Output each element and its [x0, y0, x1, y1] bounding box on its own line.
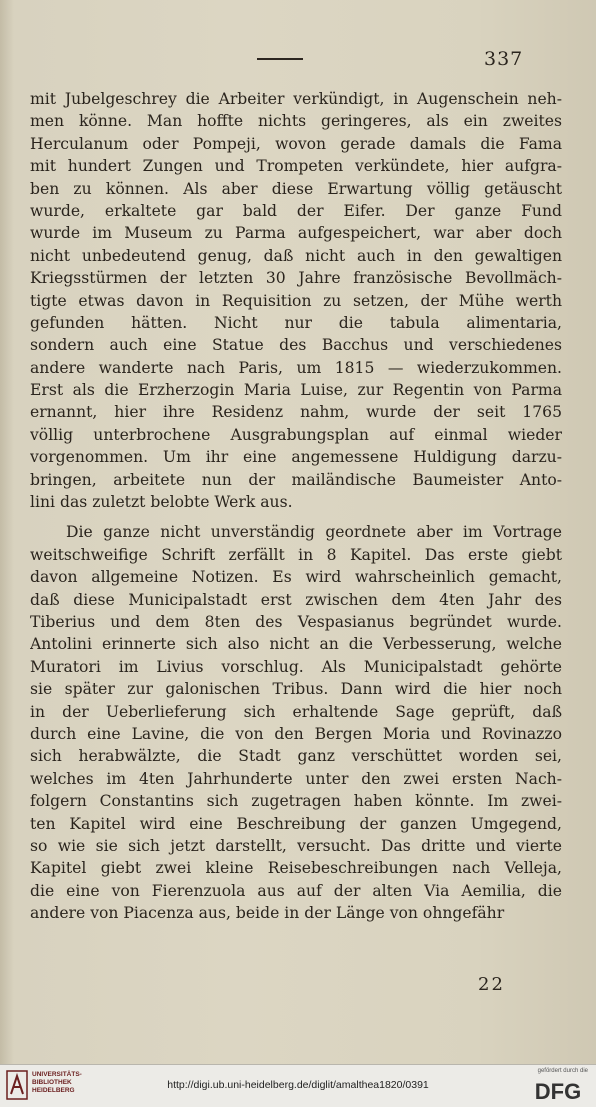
text-line: ben zu können. Als aber diese Erwartung völlig getäuscht: [30, 179, 562, 198]
text-line: so wie sie sich jetzt darstellt, versucht. Das dritte und vierte: [30, 836, 562, 855]
text-line: mit hundert Zungen und Trompeten verkündete, hier aufgra-: [30, 157, 562, 176]
text-line: ernannt, hier ihre Residenz nahm, wurde der seit 1765: [30, 403, 562, 422]
text-line: folgern Constantins sich zugetragen haben könnte. Im zwei-: [30, 792, 562, 811]
sheet-signature: 22: [478, 974, 505, 995]
text-line: Kapitel giebt zwei kleine Reisebeschreibungen nach Velleja,: [30, 859, 562, 878]
text-line: davon allgemeine Notizen. Es wird wahrscheinlich gemacht,: [30, 568, 562, 587]
text-line: wurde im Museum zu Parma aufgespeichert, war aber doch: [30, 224, 562, 243]
paragraph: [30, 88, 562, 513]
text-line: daß diese Municipalstadt erst zwischen dem 4ten Jahr des: [30, 590, 562, 609]
text-line: sich herabwälzte, die Stadt ganz verschüttet worden sei,: [30, 747, 562, 766]
text-line: Muratori im Livius vorschlug. Als Municipalstadt gehörte: [30, 657, 562, 676]
text-line: welches im 4ten Jahrhunderte unter den zwei ersten Nach-: [30, 769, 562, 788]
text-line: durch eine Lavine, die von den Bergen Moria und Rovinazzo: [30, 724, 562, 743]
text-line: Die ganze nicht unverständig geordnete aber im Vortrage: [66, 523, 562, 542]
text-line: andere von Piacenza aus, beide in der Länge von ohngefähr: [30, 904, 505, 923]
text-line: völlig unterbrochene Ausgrabungsplan auf einmal wieder: [30, 425, 562, 444]
text-line: nicht unbedeutend genug, daß nicht auch in den gewaltigen: [30, 246, 562, 265]
dfg-logo-text: DFG: [534, 1079, 582, 1103]
text-line: Erst als die Erzherzogin Maria Luise, zur Regentin von Parma: [30, 381, 562, 400]
university-name-line: BIBLIOTHEK: [32, 1079, 72, 1086]
text-line: sie später zur galonischen Tribus. Dann wird die hier noch: [30, 680, 562, 699]
text-line: Herculanum oder Pompeji, wovon gerade damals die Fama: [30, 134, 562, 153]
text-line: weitschweifige Schrift zerfällt in 8 Kapitel. Das erste giebt: [30, 545, 562, 564]
university-name-line: HEIDELBERG: [32, 1087, 75, 1094]
text-line: Tiberius und dem 8ten des Vespasianus begründet wurde.: [30, 612, 562, 631]
funder-note: gefördert durch die: [537, 1068, 588, 1074]
source-url-link[interactable]: http://digi.ub.uni-heidelberg.de/diglit/amalthea1820/0391: [167, 1079, 429, 1091]
body-text: [30, 88, 562, 924]
paragraph: [30, 521, 562, 924]
text-line: wurde, erkaltete gar bald der Eifer. Der ganze Fund: [30, 201, 562, 220]
text-line: mit Jubelgeschrey die Arbeiter verkündigt, in Augenschein neh-: [30, 90, 562, 108]
viewer-footer: [0, 1064, 596, 1107]
text-line: Kriegsstürmen der letzten 30 Jahre französische Bevollmäch-: [30, 269, 562, 288]
text-line: Antolini erinnerte sich also nicht an die Verbesserung, welche: [30, 635, 562, 654]
text-line: die eine von Fierenzuola aus auf der alten Via Aemilia, die: [30, 881, 562, 900]
university-name-line: UNIVERSITÄTS-: [32, 1071, 82, 1078]
header-rule: [257, 58, 303, 60]
text-line: in der Ueberlieferung sich erhaltende Sage geprüft, daß: [30, 702, 562, 721]
text-line: gefunden hätten. Nicht nur die tabula alimentaria,: [30, 313, 562, 332]
text-line: sondern auch eine Statue des Bacchus und verschiedenes: [30, 336, 562, 355]
text-line: men könne. Man hoffte nichts geringeres, als ein zweites: [30, 112, 562, 131]
text-line: lini das zuletzt belobte Werk aus.: [30, 493, 293, 512]
text-line: bringen, arbeitete nun der mailändische Baumeister Anto-: [30, 470, 562, 489]
page-number: 337: [484, 48, 524, 70]
text-line: ten Kapitel wird eine Beschreibung der ganzen Umgegend,: [30, 814, 562, 833]
dfg-logo-icon[interactable]: [528, 1077, 588, 1103]
text-line: andere wanderte nach Paris, um 1815 — wiederzukommen.: [30, 358, 562, 377]
text-line: tigte etwas davon in Requisition zu setzen, der Mühe werth: [30, 291, 562, 310]
text-line: vorgenommen. Um ihr eine angemessene Huldigung darzu-: [30, 448, 562, 467]
